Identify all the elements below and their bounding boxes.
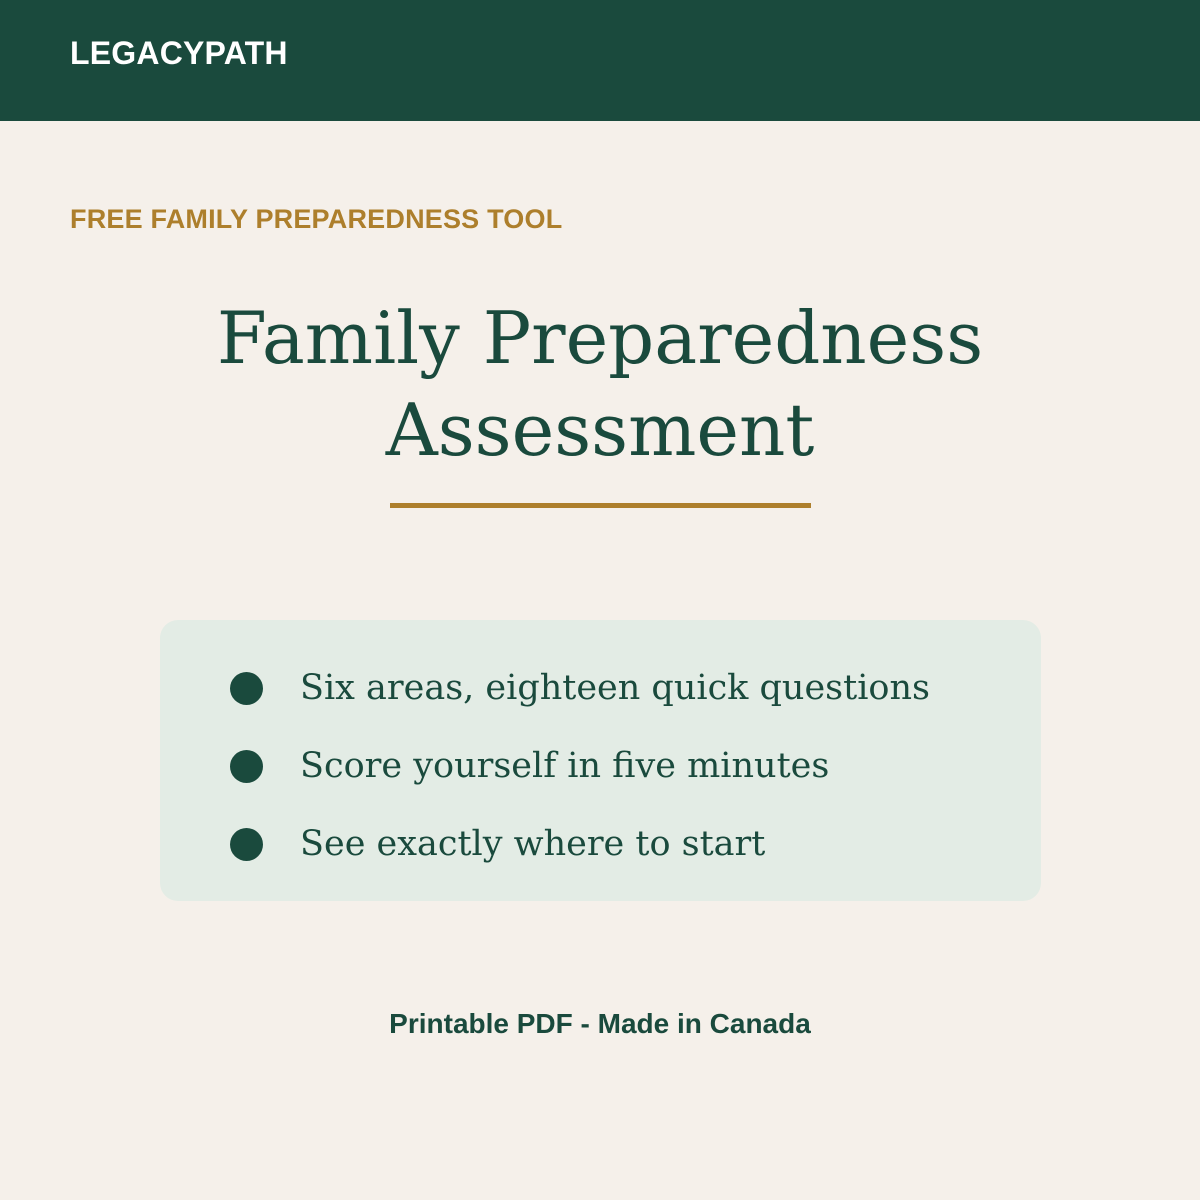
feature-item [230, 824, 990, 864]
bullet-dot-icon [230, 828, 263, 861]
brand-logo: LEGACYPATH [70, 35, 288, 71]
page-title [0, 292, 1200, 476]
footer-note: Printable PDF - Made in Canada [389, 1008, 811, 1039]
feature-item [230, 746, 990, 786]
feature-text: Score yourself in five minutes [300, 746, 830, 786]
title-line-2: Assessment [385, 388, 815, 472]
title-line-1: Family Preparedness [216, 296, 984, 380]
features-panel [160, 620, 1041, 901]
bullet-dot-icon [230, 672, 263, 705]
bullet-dot-icon [230, 750, 263, 783]
header-bar [0, 0, 1200, 121]
feature-text: Six areas, eighteen quick questions [300, 668, 930, 708]
title-divider [390, 503, 811, 508]
feature-item [230, 668, 990, 708]
eyebrow-label: FREE FAMILY PREPAREDNESS TOOL [70, 204, 563, 234]
feature-text: See exactly where to start [300, 824, 766, 864]
